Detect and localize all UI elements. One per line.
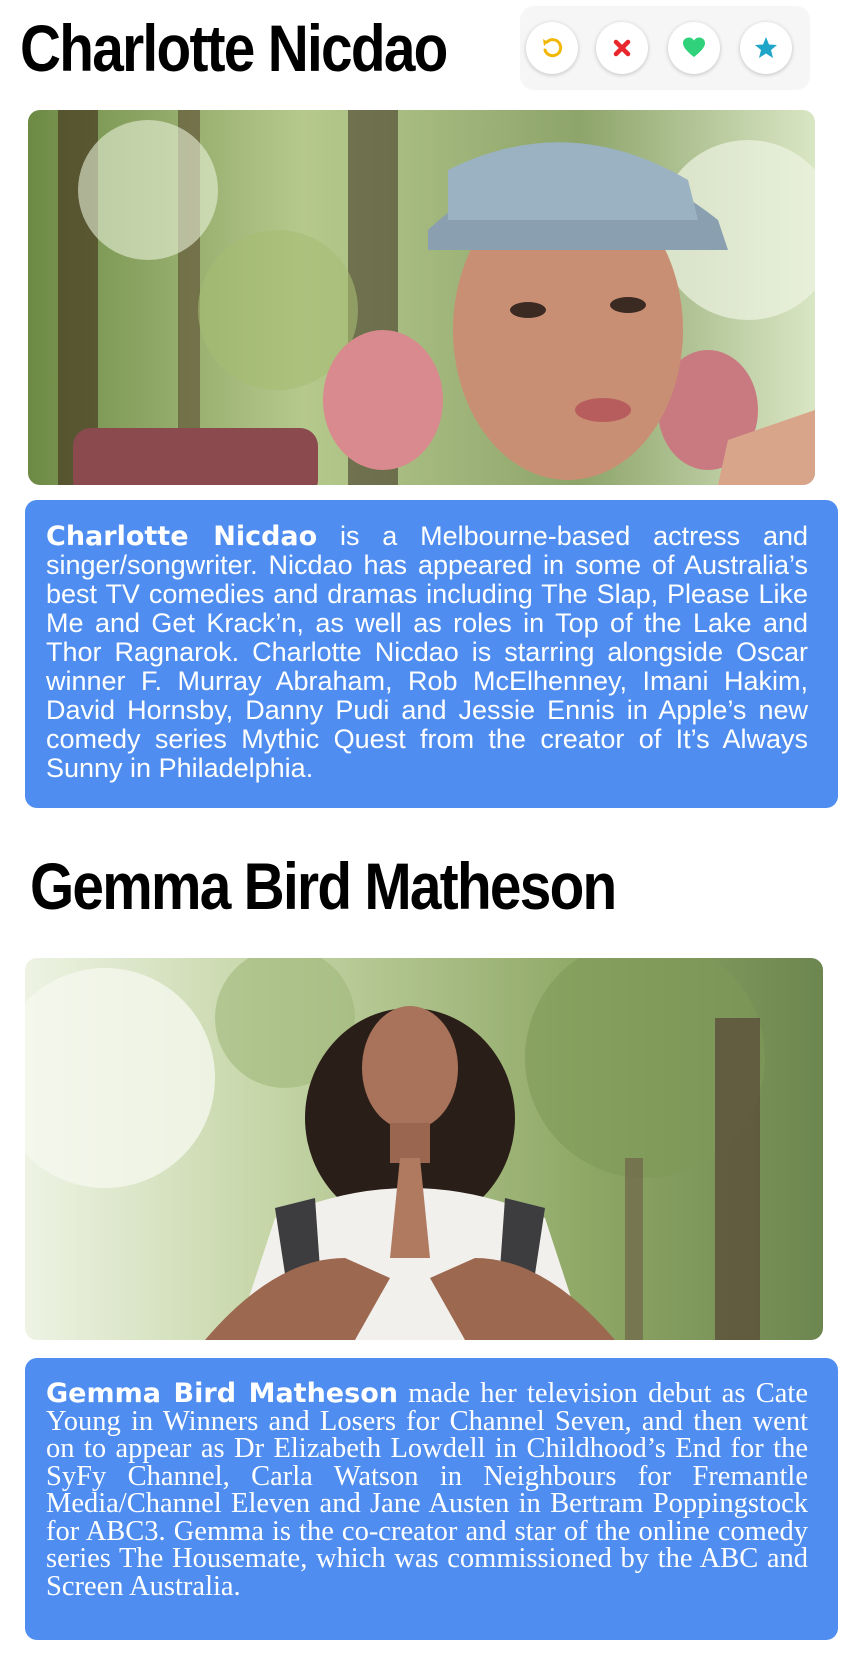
forest-portrait-image — [28, 110, 815, 485]
profile-name-title: Gemma Bird Matheson — [30, 849, 616, 923]
profile-photo[interactable] — [25, 958, 823, 1340]
bio-paragraph — [46, 1380, 808, 1600]
profile-photo[interactable] — [28, 110, 815, 485]
heart-icon — [680, 34, 708, 62]
action-bar — [520, 6, 810, 90]
profile-name-title: Charlotte Nicdao — [20, 11, 447, 85]
undo-icon — [538, 34, 566, 62]
bio-text: is a Melbourne-based actress and singer/songwriter. Nicdao has appeared in some of Australia’s best TV comedies and dramas including The Slap, Please Like Me and Get Krack’n, as well as roles in Top of the Lake and Thor Ragnarok. Charlotte Nicdao is starring alongside Oscar winner F. Murray Abraham, Rob McElhenney, Imani Hakim, David Hornsby, Danny Pudi and Jessie Ennis in Apple’s new comedy series Mythic Quest from the creator of It’s Always Sunny in Philadelphia. — [46, 521, 808, 783]
close-icon — [608, 34, 636, 62]
bio-name: Gemma Bird Matheson — [46, 1378, 398, 1409]
like-button[interactable] — [668, 22, 720, 74]
bio-name: Charlotte Nicdao — [46, 521, 318, 552]
undo-button[interactable] — [526, 22, 578, 74]
super-like-button[interactable] — [740, 22, 792, 74]
forest-portrait-image — [25, 958, 823, 1340]
dislike-button[interactable] — [596, 22, 648, 74]
bio-text: made her television debut as Cate Young in Winners and Losers for Channel Seven, and then went on to appear as Dr Elizabeth Lowdell in Childhood’s End for the SyFy Channel, Carla Watson in Neighbours for Fremantle Media/Channel Eleven and Jane Austen in Bertram Poppingstock for ABC3. Gemma is the co-creator and star of the online comedy series The Housemate, which was commissioned by the ABC and Screen Australia. — [46, 1378, 808, 1602]
star-icon — [752, 34, 780, 62]
bio-paragraph — [46, 522, 808, 783]
bio-card — [25, 500, 838, 808]
bio-card — [25, 1358, 838, 1640]
